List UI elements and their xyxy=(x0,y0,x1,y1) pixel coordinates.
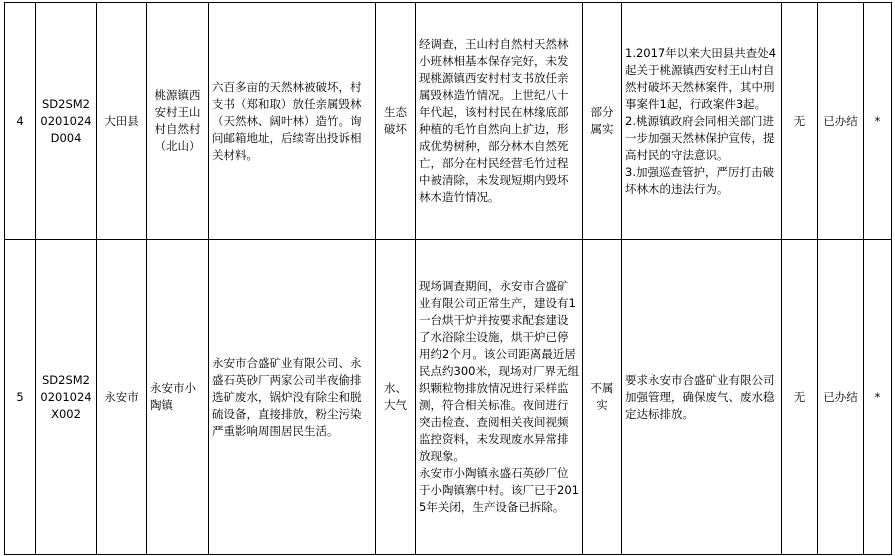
verdict: 不属实 xyxy=(583,240,622,555)
pollution-category: 生态破坏 xyxy=(376,3,416,240)
county: 大田县 xyxy=(97,3,147,240)
verdict: 部分属实 xyxy=(583,3,622,240)
measures xyxy=(622,3,782,240)
case-number: SD2SM20201024D004 xyxy=(36,3,97,240)
measure-item: 3.加强巡查管护，严厉打击破坏林木的违法行为。 xyxy=(625,164,774,196)
pollution-category: 水、大气 xyxy=(376,240,416,555)
investigation-findings xyxy=(416,240,583,555)
accountability: 无 xyxy=(782,240,818,555)
measure-item: 2.桃源镇政府会同相关部门进一步加强天然林保护宣传，提高村民的守法意识。 xyxy=(625,113,775,162)
public-marker: * xyxy=(864,3,892,240)
finding-paragraph: 现场调查期间，永安市合盛矿业有限公司正常生产，建设有1一台烘干炉并按要求配套建设了水浴除尘设施，烘干炉已停用约2个月。该公司距离最近居民点约300米，现场对厂界无组织颗粒物排放情况进行采样监测，符合相关标准。夜间进行突击检查、查阅相关夜间视频监控资料，未发现废水异常排放现象。 xyxy=(419,279,579,463)
case-number: SD2SM20201024X002 xyxy=(36,240,97,555)
complaint-content: 永安市合盛矿业有限公司、永盛石英砂厂两家公司半夜偷排选矿废水，锅炉没有除尘和脱硫设备，直接排放，粉尘污染严重影响周围居民生活。 xyxy=(209,240,376,555)
measures: 要求永安市合盛矿业有限公司加强管理，确保废气、废水稳定达标排放。 xyxy=(622,240,782,555)
status: 已办结 xyxy=(818,240,864,555)
location: 桃源镇西安村王山村自然村（北山） xyxy=(147,3,209,240)
complaint-content: 六百多亩的天然林被破坏，村支书（郑和取）放任亲属毁林（天然林、阔叶林）造竹。询问邮箱地址，后续寄出投诉相关材料。 xyxy=(209,3,376,240)
location: 永安市小陶镇 xyxy=(147,240,209,555)
finding-paragraph: 永安市小陶镇永盛石英砂厂位于小陶镇寨中村。该厂已于2015年关闭，生产设备已拆除。 xyxy=(419,466,579,514)
table-row xyxy=(5,240,892,555)
investigation-findings: 经调查，王山村自然村天然林小班林相基本保存完好，未发现桃源镇西安村村支书放任亲属毁林造竹情况。上世纪八十年代起，该村村民在林缘底部种植的毛竹自然向上扩边，形成优势树种，部分林木自然死亡，部分在村民经营毛竹过程中被清除，未发现短期内毁坏林木造竹情况。 xyxy=(416,3,583,240)
status: 已办结 xyxy=(818,3,864,240)
row-index: 4 xyxy=(5,3,36,240)
case-table xyxy=(4,2,892,555)
measure-item: 1.2017年以来大田县共查处4起关于桃源镇西安村王山村自然村破坏天然林案件，其中刑事案件1起，行政案件3起。 xyxy=(625,45,777,111)
table-row xyxy=(5,3,892,240)
row-index: 5 xyxy=(5,240,36,555)
county: 永安市 xyxy=(97,240,147,555)
accountability: 无 xyxy=(782,3,818,240)
public-marker: * xyxy=(864,240,892,555)
